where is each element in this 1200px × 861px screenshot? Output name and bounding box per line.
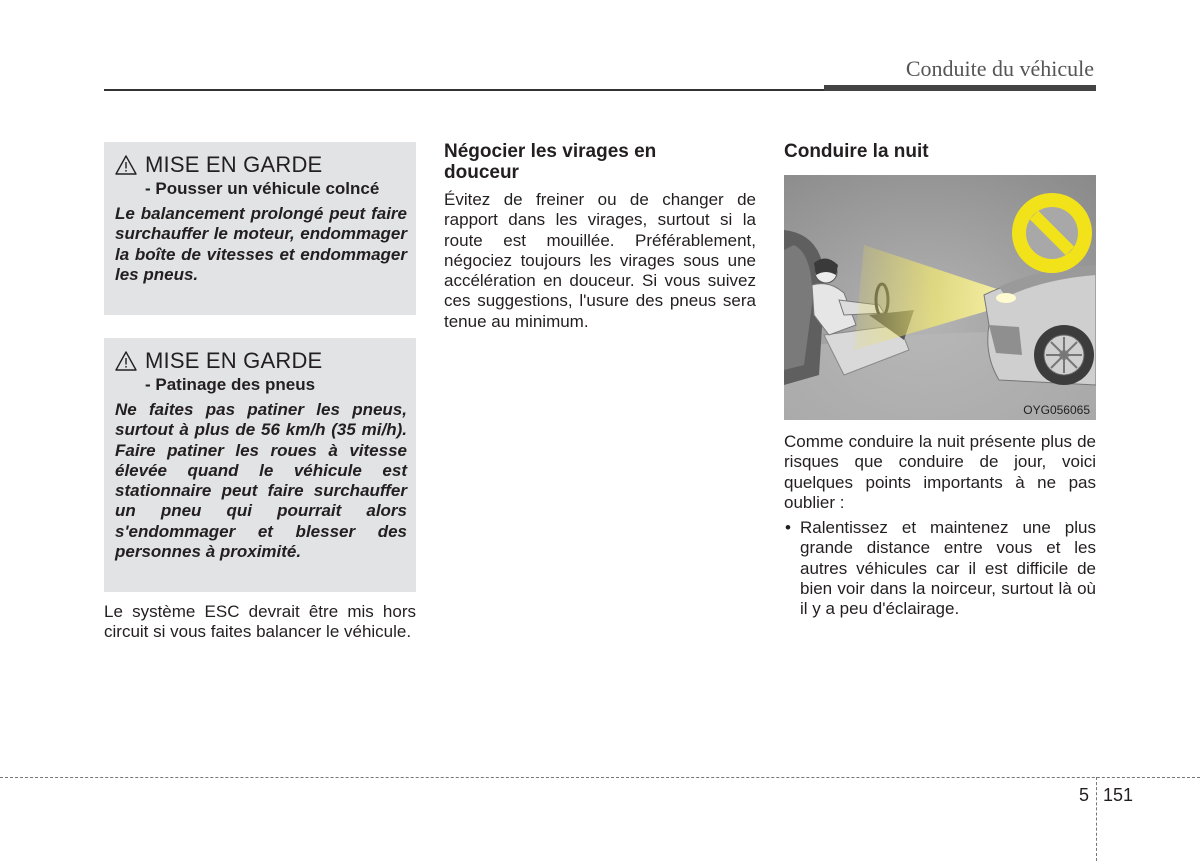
- warning-subtitle: - Patinage des pneus: [145, 375, 316, 394]
- warning-box-tire-spin: [104, 338, 416, 592]
- warning-body: Le balancement prolongé peut faire surchauffer le moteur, endommager la boîte de vitesses et endommager les pneus.: [115, 204, 407, 284]
- header-rule-accent: [824, 85, 1096, 91]
- figure-code: OYG056065: [1023, 403, 1090, 417]
- esc-note: Le système ESC devrait être mis hors circuit si vous faites balancer le véhicule.: [104, 602, 416, 642]
- night-driving-illustration: [784, 175, 1096, 420]
- prohibition-sign-icon: [1012, 193, 1092, 273]
- page-header-title: Conduite du véhicule: [905, 56, 1094, 81]
- warning-triangle-icon: [115, 351, 137, 371]
- curves-body: Évitez de freiner ou de changer de rapport dans les virages, surtout si la route est mouillée. Préférablement, négociez toujours les virages sous une accélération en douceur. Si vous suivez ces suggestions, l'usure des pneus sera tenue au minimum.: [444, 190, 756, 331]
- header-rule: [104, 89, 824, 91]
- chapter-number: 5: [1079, 785, 1090, 805]
- warning-title: MISE EN GARDE: [145, 152, 323, 177]
- night-driving-scene: [784, 175, 1096, 420]
- warning-box-pushing: [104, 142, 416, 315]
- bullet-text: Ralentissez et maintenez une plus grande distance entre vous et les autres véhicules car il est difficile de bien voir dans la noirceur, surtout là où il y a peu d'éclairage.: [800, 518, 1096, 619]
- page-number: 151: [1103, 785, 1134, 805]
- warning-body: Ne faites pas patiner les pneus, surtout à plus de 56 km/h (35 mi/h). Faire patiner les roues à vitesse élevée quand le véhicule est stationnaire peut faire surchauffer un pneu qui pourrait alors s'endommager et blesser des personnes à proximité.: [115, 400, 407, 562]
- warning-title: MISE EN GARDE: [145, 348, 323, 373]
- curves-heading: Négocier les virages en douceur: [444, 141, 657, 183]
- warning-subtitle: - Pousser un véhicule colncé: [145, 179, 380, 198]
- night-tips-list: [784, 518, 1096, 619]
- night-intro: Comme conduire la nuit présente plus de risques que conduire de jour, voici quelques points importants à ne pas oublier :: [784, 432, 1096, 512]
- warning-triangle-icon: [115, 155, 137, 175]
- bullet-icon: •: [785, 518, 791, 537]
- footer-divider: [1096, 777, 1097, 861]
- footer-rule: [0, 777, 1200, 778]
- list-item: [784, 518, 1096, 619]
- night-heading: Conduire la nuit: [784, 141, 929, 162]
